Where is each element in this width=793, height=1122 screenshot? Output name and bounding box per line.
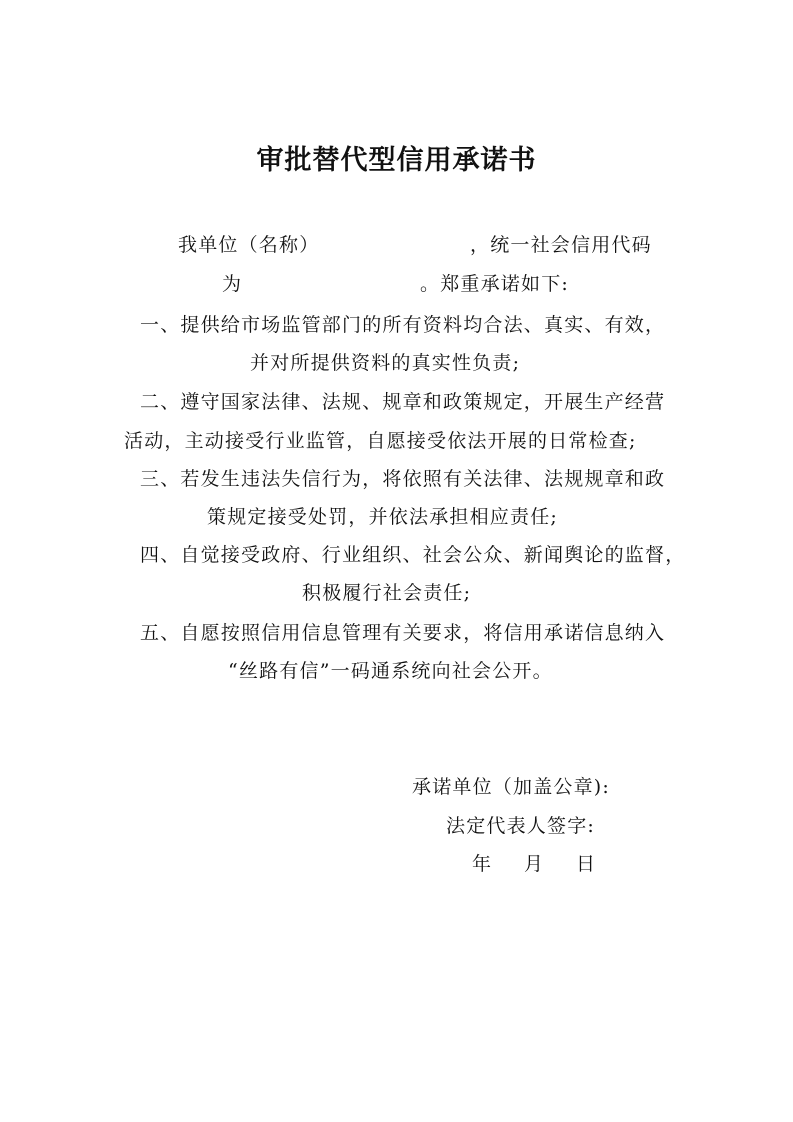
intro-name-label: 我单位（名称） — [178, 234, 320, 256]
item-2-line-1: 二、遵守国家法律、法规、规章和政策规定，开展生产经营 — [140, 391, 666, 413]
item-1-line-1: 一、提供给市场监管部门的所有资料均合法、真实、有效， — [140, 314, 666, 336]
item-4-line-2: 积极履行社会责任; — [302, 582, 472, 604]
intro-credit-code-label: ，统一社会信用代码 — [470, 234, 652, 256]
document-title: 审批替代型信用承诺书 — [256, 145, 537, 176]
signature-unit-label: 承诺单位（加盖公章): — [412, 776, 611, 798]
intro-for-label: 为 — [222, 273, 243, 295]
intro-promise-label: 。郑重承诺如下: — [420, 273, 570, 295]
date-day-label: 日 — [576, 853, 596, 875]
item-1-line-2: 并对所提供资料的真实性负责; — [250, 352, 521, 374]
signature-representative-label: 法定代表人签字: — [446, 815, 596, 837]
item-3-line-2: 策规定接受处罚，并依法承担相应责任; — [207, 506, 559, 528]
item-5-line-2: “丝路有信”一码通系统向社会公开。 — [228, 660, 553, 682]
item-4-line-1: 四、自觉接受政府、行业组织、社会公众、新闻舆论的监督， — [140, 544, 686, 566]
item-3-line-1: 三、若发生违法失信行为，将依照有关法律、法规规章和政 — [140, 468, 666, 490]
item-5-line-1: 五、自愿按照信用信息管理有关要求，将信用承诺信息纳入 — [140, 622, 666, 644]
item-2-line-2: 活动，主动接受行业监管，自愿接受依法开展的日常检查; — [124, 430, 637, 452]
date-month-label: 月 — [524, 853, 544, 875]
date-year-label: 年 — [472, 853, 492, 875]
